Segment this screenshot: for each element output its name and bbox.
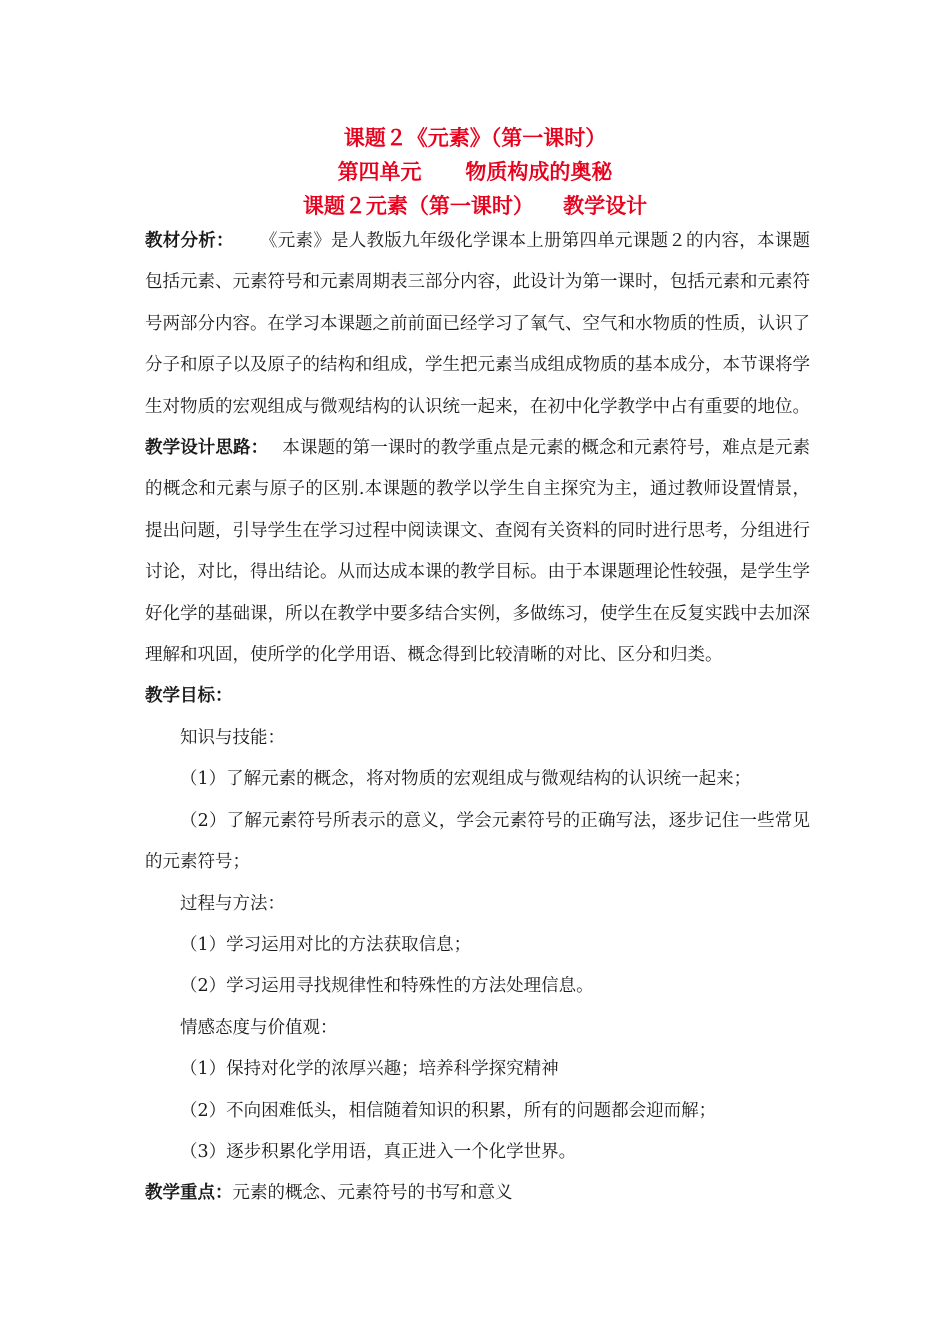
unit-title: 第四单元 物质构成的奥秘: [337, 160, 613, 184]
design-text: 本课题的第一课时的教学重点是元素的概念和元素符号，难点是元素的概念和元素与原子的区别.本课题的教学以学生自主探究为主，通过教师设置情景，提出问题，引导学生在学习过程中阅读课文、查阅有关资料的同时进行思考，分组进行讨论，对比，得出结论。从而达成本课的教学目标。由于本课题理论性较强，是学生学好化学的基础课，所以在教学中要多结合实例，多做练习，使学生在反复实践中去加深理解和巩固，使所学的化学用语、概念得到比较清晰的对比、区分和归类。: [145, 438, 811, 666]
knowledge-item: （1）了解元素的概念，将对物质的宏观组成与微观结构的认识统一起来；: [180, 769, 752, 790]
attitude-item: （1）保持对化学的浓厚兴趣；培养科学探究精神: [180, 1059, 559, 1080]
design-label: 教学设计思路：: [145, 438, 269, 459]
process-heading: 过程与方法：: [180, 893, 285, 914]
analysis-label: 教材分析：: [145, 231, 234, 251]
attitude-heading: 情感态度与价值观：: [180, 1017, 338, 1038]
document-body: [145, 221, 810, 1215]
design-paragraph: [145, 428, 810, 676]
key-points-text: 元素的概念、元素符号的书写和意义: [232, 1183, 513, 1204]
knowledge-heading: 知识与技能：: [180, 727, 285, 748]
analysis-paragraph: [145, 221, 810, 428]
lesson-design-title: 课题２元素（第一课时） 教学设计: [302, 194, 648, 218]
knowledge-item: （2）了解元素符号所表示的意义，学会元素符号的正确写法，逐步记住一些常见的元素符号；: [145, 810, 810, 873]
attitude-item: （2）不向困难低头，相信随着知识的积累，所有的问题都会迎而解；: [180, 1100, 717, 1121]
attitude-item: （3）逐步积累化学用语，真正进入一个化学世界。: [180, 1141, 577, 1162]
document-title: 课题２《元素》（第一课时）: [343, 126, 607, 150]
process-item: （2）学习运用寻找规律性和特殊性的方法处理信息。: [180, 976, 594, 997]
key-points-paragraph: [145, 1173, 810, 1214]
objectives-label: 教学目标：: [145, 686, 233, 707]
process-item: （1）学习运用对比的方法获取信息；: [180, 934, 472, 955]
analysis-text: 《元素》是人教版九年级化学课本上册第四单元课题２的内容，本课题包括元素、元素符号和元素周期表三部分内容，此设计为第一课时，包括元素和元素符号两部分内容。在学习本课题之前前面已经学习了氧气、空气和水物质的性质，认识了分子和原子以及原子的结构和组成，学生把元素当成组成物质的基本成分，本节课将学生对物质的宏观组成与微观结构的认识统一起来，在初中化学教学中占有重要的地位。: [145, 231, 810, 417]
key-points-label: 教学重点：: [145, 1183, 233, 1204]
